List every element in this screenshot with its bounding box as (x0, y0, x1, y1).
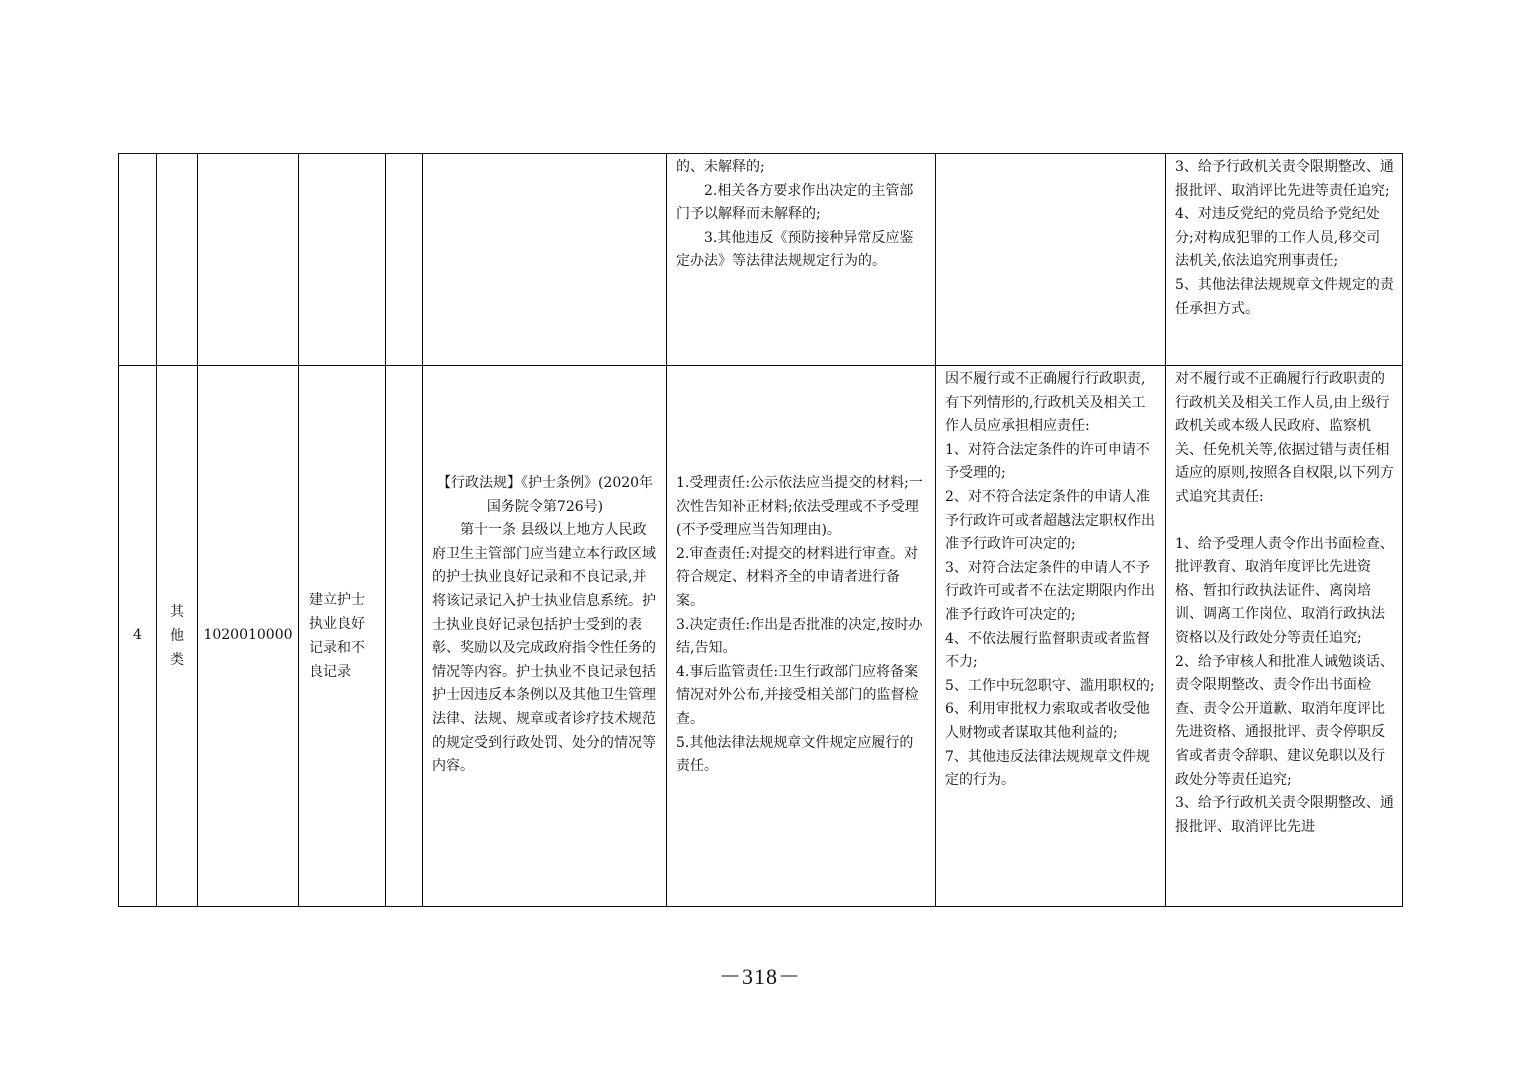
accountability-cell (936, 366, 1166, 907)
accountability-text: 2、对不符合法定条件的申请人准予行政许可或者超越法定职权作出准予行政许可决定的; (945, 488, 1155, 553)
item-name-cell (299, 366, 386, 907)
seq-cell (119, 366, 157, 907)
responsibility-table (118, 153, 1403, 907)
code-cell (198, 154, 299, 366)
basis-cell (423, 366, 667, 907)
table-row (119, 154, 1403, 366)
accountability-text: 5、工作中玩忽职守、滥用职权的; (945, 677, 1155, 694)
sub-item-cell (386, 154, 423, 366)
penalty-text: 4、对违反党纪的党员给予党纪处分;对构成犯罪的工作人员,移交司法机关,依法追究刑事责任; (1175, 206, 1381, 270)
basis-title: 【行政法规】《护士条例》(2020年国务院令第726号) (436, 475, 654, 515)
basis-text: 第十一条 县级以上地方人民政府卫生主管部门应当建立本行政区域的护士执业良好记录和不良记录,并将该记录记入护士执业信息系统。护士执业良好记录包括护士受到的表彰、奖励以及完成政府指令性任务的情况等内容。护士执业不良记录包括护士因违反本条例以及其他卫生管理法律、法规、规章或者诊疗技术规范的规定受到行政处罚、处分的情况等内容。 (432, 522, 656, 775)
penalty-cell (1166, 366, 1403, 907)
category-cell (157, 154, 198, 366)
item-code: 1020010000 (203, 627, 293, 644)
code-cell (198, 366, 299, 907)
penalty-text: 3、给予行政机关责令限期整改、通报批评、取消评比先进 (1175, 795, 1394, 835)
penalty-text: 3、给予行政机关责令限期整改、通报批评、取消评比先进等责任追究; (1175, 159, 1394, 199)
accountability-text: 因不履行或不正确履行行政职责,有下列情形的,行政机关及相关工作人员应承担相应责任: (945, 371, 1146, 435)
penalty-cell (1166, 154, 1403, 366)
duty-text: 的、未解释的; (676, 159, 765, 175)
duty-text: 2.审查责任:对提交的材料进行审查。对符合规定、材料齐全的申请者进行备案。 (676, 545, 919, 609)
penalty-text: 5、其他法律法规规章文件规定的责任承担方式。 (1175, 276, 1394, 317)
duty-text: 2.相关各方要求作出决定的主管部门予以解释而未解释的; (676, 182, 914, 223)
duty-text: 3.其他违反《预防接种异常反应鉴定办法》等法律法规规定行为的。 (676, 229, 914, 270)
duty-text: 3.决定责任:作出是否批准的决定,按时办结,告知。 (676, 616, 923, 657)
accountability-text: 7、其他违反法律法规规章文件规定的行为。 (945, 748, 1150, 789)
page-number: －318－ (718, 964, 801, 989)
accountability-text: 6、利用审批权力索取或者收受他人财物或者谋取其他利益的; (945, 701, 1150, 741)
penalty-text: 1、给予受理人责令作出书面检查、批评教育、取消年度评比先进资格、暂扣行政执法证件、离岗培训、调离工作岗位、取消行政执法资格以及行政处分等责任追究; (1175, 535, 1394, 646)
penalty-text: 对不履行或不正确履行行政职责的行政机关及相关工作人员,由上级行政机关或本级人民政府、监察机关、任免机关等,依据过错与责任相适应的原则,按照各自权限,以下列方式追究其责任: (1175, 371, 1394, 505)
seq-number: 4 (133, 627, 142, 644)
duty-text: 4.事后监管责任:卫生行政部门应将备案情况对外公布,并接受相关部门的监督检查。 (676, 663, 919, 727)
accountability-text: 1、对符合法定条件的许可申请不予受理的; (945, 441, 1150, 482)
duties-cell (667, 154, 936, 366)
accountability-text: 3、对符合法定条件的申请人不予行政许可或者不在法定期限内作出准予行政许可决定的; (945, 559, 1155, 623)
duty-text: 5.其他法律法规规章文件规定应履行的责任。 (676, 734, 914, 775)
penalty-text: 2、给予审核人和批准人诫勉谈话、责令限期整改、责令作出书面检查、责令公开道歉、取消年度评比先进资格、通报批评、责令停职反省或者责令辞职、建议免职以及行政处分等责任追究; (1175, 653, 1394, 788)
category-cell (157, 366, 198, 907)
item-name: 建立护士执业良好记录和不良记录 (309, 592, 365, 680)
duty-text: 1.受理责任:公示依法应当提交的材料;一次性告知补正材料;依法受理或不予受理(不予受理应当告知理由)。 (676, 475, 923, 539)
category-label: 其他类 (170, 603, 184, 668)
duties-cell (667, 366, 936, 907)
table-row (119, 366, 1403, 907)
basis-cell (423, 154, 667, 366)
accountability-text: 4、不依法履行监督职责或者监督不力; (945, 630, 1150, 671)
spacer (1175, 510, 1394, 533)
sub-item-cell (386, 366, 423, 907)
item-name-cell (299, 154, 386, 366)
accountability-cell (936, 154, 1166, 366)
seq-cell (119, 154, 157, 366)
